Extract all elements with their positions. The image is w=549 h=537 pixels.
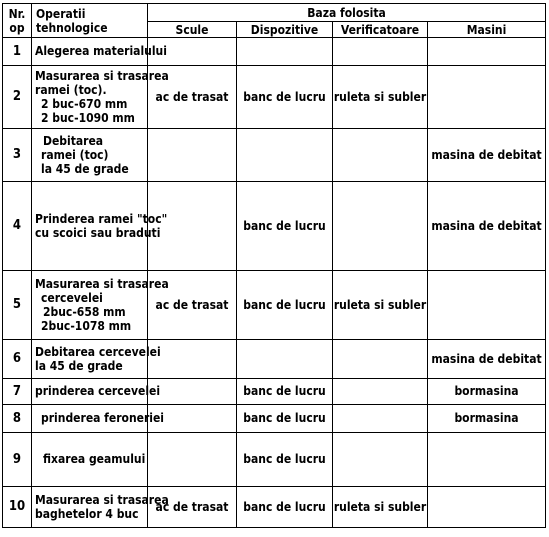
operation-line: ramei (toc): [41, 147, 109, 162]
table-row: [3, 270, 546, 340]
verificatoare-cell: [333, 129, 428, 182]
operations-table: [2, 3, 546, 528]
masini-cell: [428, 433, 546, 487]
scule-cell: [148, 378, 237, 404]
operation-line: Prinderea ramei "toc": [35, 211, 168, 226]
scule-cell: [148, 181, 237, 270]
table-row: [3, 378, 546, 404]
operation-line: fixarea geamului: [43, 452, 146, 467]
operation-cell: [32, 486, 169, 527]
row-number: 5: [3, 270, 32, 340]
masini-cell: masina de debitat: [428, 181, 546, 270]
dispozitive-cell: banc de lucru: [237, 486, 333, 527]
table-row: [3, 38, 546, 65]
operation-line: la 45 de grade: [35, 358, 123, 373]
table-row: [3, 486, 546, 527]
table-row: [3, 404, 546, 432]
table-row: [3, 129, 546, 182]
dispozitive-cell: banc de lucru: [237, 378, 333, 404]
verificatoare-cell: [333, 378, 428, 404]
operation-line: ramei (toc).: [35, 82, 107, 97]
operation-line: prinderea feroneriei: [41, 411, 164, 426]
header-masini: Masini: [428, 22, 546, 38]
operation-line: Alegerea materialului: [35, 44, 167, 59]
masini-cell: masina de debitat: [428, 340, 546, 378]
dispozitive-cell: banc de lucru: [237, 181, 333, 270]
row-number: 1: [3, 38, 32, 65]
dispozitive-cell: [237, 340, 333, 378]
row-number: 6: [3, 340, 32, 378]
row-number: 7: [3, 378, 32, 404]
table-row: [3, 433, 546, 487]
verificatoare-cell: [333, 340, 428, 378]
operation-line: la 45 de grade: [41, 161, 129, 176]
masini-cell: [428, 486, 546, 527]
scule-cell: ac de trasat: [148, 486, 237, 527]
operation-line: Debitarea cercevelei: [35, 344, 161, 359]
dispozitive-cell: banc de lucru: [237, 404, 333, 432]
scule-cell: ac de trasat: [148, 270, 237, 340]
verificatoare-cell: [333, 433, 428, 487]
operation-line: Debitarea: [43, 133, 104, 148]
header-nr-op: [3, 4, 32, 38]
verificatoare-cell: [333, 181, 428, 270]
dispozitive-cell: [237, 38, 333, 65]
operations-table-sheet: [2, 3, 545, 528]
operation-line: cercevelei: [41, 290, 103, 305]
row-number: 8: [3, 404, 32, 432]
masini-cell: [428, 38, 546, 65]
scule-cell: [148, 340, 237, 378]
row-number: 9: [3, 433, 32, 487]
row-number: 10: [3, 486, 32, 527]
dispozitive-cell: banc de lucru: [237, 433, 333, 487]
operation-cell: [32, 270, 169, 340]
verificatoare-cell: ruleta si subler: [333, 65, 428, 129]
operation-cell: [32, 433, 148, 487]
row-number: 3: [3, 129, 32, 182]
table-row: [3, 181, 546, 270]
operation-line: 2 buc-670 mm: [41, 96, 128, 111]
header-baza-folosita: Baza folosita: [148, 4, 546, 22]
masini-cell: [428, 65, 546, 129]
scule-cell: ac de trasat: [148, 65, 237, 129]
operation-cell: [32, 404, 164, 432]
table-row: [3, 65, 546, 129]
operation-cell: [32, 38, 167, 65]
dispozitive-cell: banc de lucru: [237, 65, 333, 129]
header-dispozitive: Dispozitive: [237, 22, 333, 38]
operation-cell: [32, 65, 169, 129]
operation-cell: [32, 181, 168, 270]
masini-cell: [428, 270, 546, 340]
operation-cell: [32, 378, 161, 404]
scule-cell: [148, 129, 237, 182]
header-operatii: Operatii tehnologice: [32, 4, 148, 38]
operation-line: baghetelor 4 buc: [35, 506, 139, 521]
table-row: [3, 340, 546, 378]
verificatoare-cell: ruleta si subler: [333, 486, 428, 527]
operation-line: Masurarea si trasarea: [35, 68, 169, 83]
row-number: 4: [3, 181, 32, 270]
operation-line: 2buc-1078 mm: [41, 318, 132, 333]
header-nr-line2: op: [9, 20, 25, 35]
header-scule: Scule: [148, 22, 237, 38]
masini-cell: bormasina: [428, 378, 546, 404]
operation-line: Masurarea si trasarea: [35, 276, 169, 291]
header-verificatoare: Verificatoare: [333, 22, 428, 38]
operation-cell: [32, 340, 161, 378]
dispozitive-cell: [237, 129, 333, 182]
verificatoare-cell: [333, 38, 428, 65]
operation-line: cu scoici sau braduti: [35, 225, 161, 240]
verificatoare-cell: [333, 404, 428, 432]
operation-line: Masurarea si trasarea: [35, 492, 169, 507]
operation-cell: [32, 129, 148, 182]
row-number: 2: [3, 65, 32, 129]
verificatoare-cell: ruleta si subler: [333, 270, 428, 340]
operation-line: 2 buc-1090 mm: [41, 110, 135, 125]
masini-cell: bormasina: [428, 404, 546, 432]
operation-line: prinderea cercevelei: [35, 384, 161, 399]
dispozitive-cell: banc de lucru: [237, 270, 333, 340]
header-nr-line1: Nr.: [8, 6, 26, 21]
scule-cell: [148, 433, 237, 487]
operation-line: 2buc-658 mm: [43, 304, 126, 319]
masini-cell: masina de debitat: [428, 129, 546, 182]
